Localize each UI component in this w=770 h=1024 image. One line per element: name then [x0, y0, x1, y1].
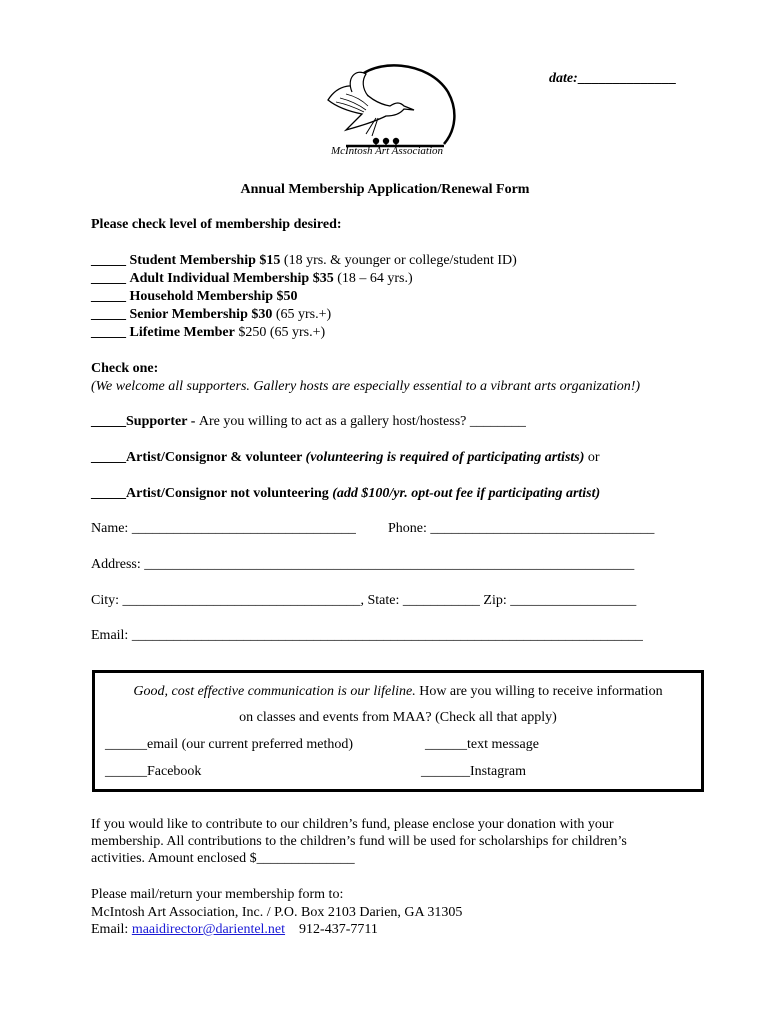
phone-field[interactable]: Phone: ________________________________ — [388, 521, 655, 536]
contact-email-link[interactable]: maaidirector@darientel.net — [131, 922, 286, 937]
logo-text: McIntosh Art Association — [330, 145, 444, 157]
option-supporter[interactable]: _____Supporter - Are you willing to act as a gallery host/hostess? ________ — [91, 414, 526, 429]
mailing-contact: Email: maaidirector@darientel.net 912-437-7711 — [91, 922, 378, 937]
check-one-heading: Check one: — [91, 361, 159, 376]
option-artist-not-volunteer[interactable]: _____Artist/Consignor not volunteering (add $100/yr. opt-out fee if participating artist) — [91, 486, 601, 501]
membership-option-lifetime[interactable]: _____ Lifetime Member $250 (65 yrs.+) — [91, 325, 326, 340]
communication-line-1: Good, cost effective communication is our lifeline. How are you willing to receive information — [133, 684, 663, 699]
membership-option-household[interactable]: _____ Household Membership $50 — [91, 289, 298, 304]
date-field — [549, 70, 676, 87]
mailing-line-1: Please mail/return your membership form to: — [91, 887, 344, 902]
city-state-zip-field[interactable]: City: __________________________________, State: ___________ Zip: __________________ — [91, 593, 637, 608]
membership-option-adult[interactable]: _____ Adult Individual Membership $35 (18 – 64 yrs.) — [91, 271, 413, 286]
comm-option-instagram[interactable]: _______Instagram — [421, 764, 526, 779]
comm-option-facebook[interactable]: ______Facebook — [105, 764, 202, 779]
name-field[interactable]: Name: ________________________________ — [91, 521, 356, 536]
comm-option-text[interactable]: ______text message — [425, 737, 539, 752]
option-artist-volunteer[interactable]: _____Artist/Consignor & volunteer (volunteering is required of participating artists) or — [91, 450, 600, 465]
membership-option-student[interactable]: _____ Student Membership $15 (18 yrs. & younger or college/student ID) — [91, 253, 517, 268]
mailing-address: McIntosh Art Association, Inc. / P.O. Box 2103 Darien, GA 31305 — [91, 905, 463, 920]
heron-sun-logo — [316, 62, 466, 166]
check-one-note: (We welcome all supporters. Gallery hosts are especially essential to a vibrant arts organization!) — [91, 379, 641, 394]
contribution-amount[interactable]: activities. Amount enclosed $______________ — [91, 851, 355, 866]
date-label: date: — [549, 71, 578, 86]
communication-box — [92, 670, 704, 792]
comm-option-email[interactable]: ______email (our current preferred method) — [105, 737, 354, 752]
membership-option-senior[interactable]: _____ Senior Membership $30 (65 yrs.+) — [91, 307, 332, 322]
form-title: Annual Membership Application/Renewal Form — [240, 182, 530, 197]
heron-sun-logo-icon — [316, 62, 466, 148]
address-field[interactable]: Address: ______________________________________________________________________ — [91, 557, 635, 572]
contribution-line-2: membership. All contributions to the children’s fund will be used for scholarships for children’s — [91, 834, 627, 849]
contribution-line-1: If you would like to contribute to our children’s fund, please enclose your donation with your — [91, 817, 614, 832]
membership-prompt: Please check level of membership desired: — [91, 217, 342, 232]
email-field[interactable]: Email: _________________________________________________________________________ — [91, 628, 643, 643]
date-blank: ______________ — [577, 71, 676, 86]
communication-line-2: on classes and events from MAA? (Check all that apply) — [239, 710, 557, 725]
